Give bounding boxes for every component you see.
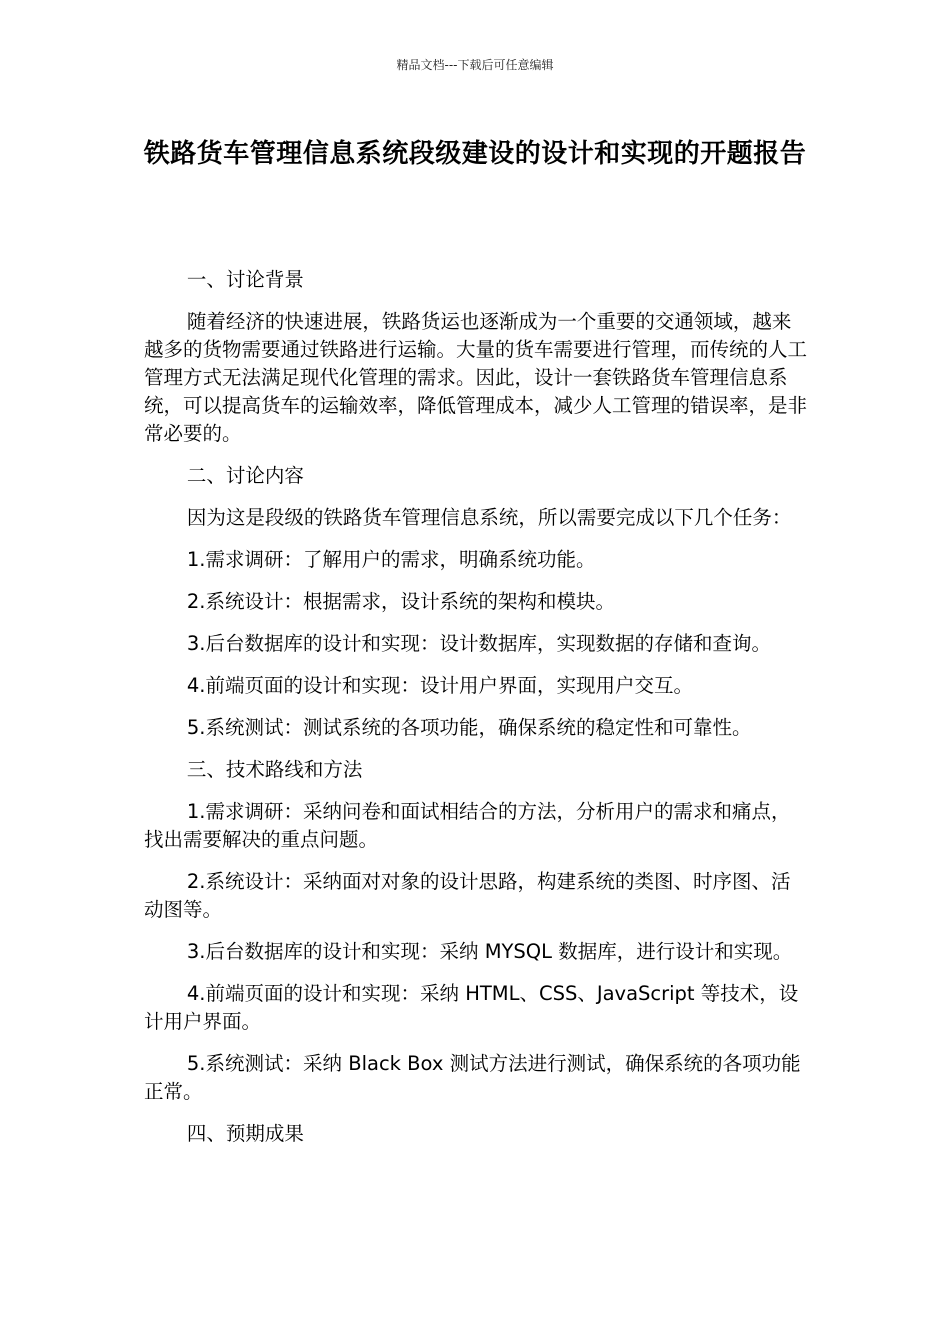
section-heading-background: 一、讨论背景 [186, 268, 304, 291]
paragraph-content-intro: 因为这是段级的铁路货车管理信息系统，所以需要完成以下几个任务： [186, 506, 792, 529]
document-title: 铁路货车管理信息系统段级建设的设计和实现的开题报告 [143, 139, 807, 169]
document-body [144, 266, 808, 1162]
task-item: 3.后台数据库的设计和实现：设计数据库，实现数据的存储和查询。 [186, 632, 771, 655]
section-heading-methods: 三、技术路线和方法 [186, 758, 363, 781]
task-item: 4.前端页面的设计和实现：设计用户界面，实现用户交互。 [186, 674, 693, 697]
section-heading-results: 四、预期成果 [186, 1122, 304, 1145]
header-note: 精品文档---下载后可任意编辑 [396, 58, 554, 72]
task-item: 1.需求调研：了解用户的需求，明确系统功能。 [186, 548, 596, 571]
paragraph-background: 随着经济的快速进展，铁路货运也逐渐成为一个重要的交通领域，越来越多的货物需要通过铁路进行运输。大量的货车需要进行管理，而传统的人工管理方式无法满足现代化管理的需求。因此，设计一套铁路货车管理信息系统，可以提高货车的运输效率，降低管理成本，减少人工管理的错误率，是非常必要的。 [144, 310, 808, 445]
method-item: 5.系统测试：采纳 Black Box 测试方法进行测试，确保系统的各项功能正常。 [144, 1052, 801, 1103]
task-item: 2.系统设计：根据需求，设计系统的架构和模块。 [186, 590, 615, 613]
method-item: 1.需求调研：采纳问卷和面试相结合的方法，分析用户的需求和痛点，找出需要解决的重点问题。 [144, 800, 791, 851]
method-item: 3.后台数据库的设计和实现：采纳 MYSQL 数据库，进行设计和实现。 [186, 940, 793, 963]
method-item: 4.前端页面的设计和实现：采纳 HTML、CSS、JavaScript 等技术，设计用户界面。 [144, 982, 799, 1033]
task-item: 5.系统测试：测试系统的各项功能，确保系统的稳定性和可靠性。 [186, 716, 752, 739]
method-item: 2.系统设计：采纳面对对象的设计思路，构建系统的类图、时序图、活动图等。 [144, 870, 791, 921]
section-heading-content: 二、讨论内容 [186, 464, 304, 487]
